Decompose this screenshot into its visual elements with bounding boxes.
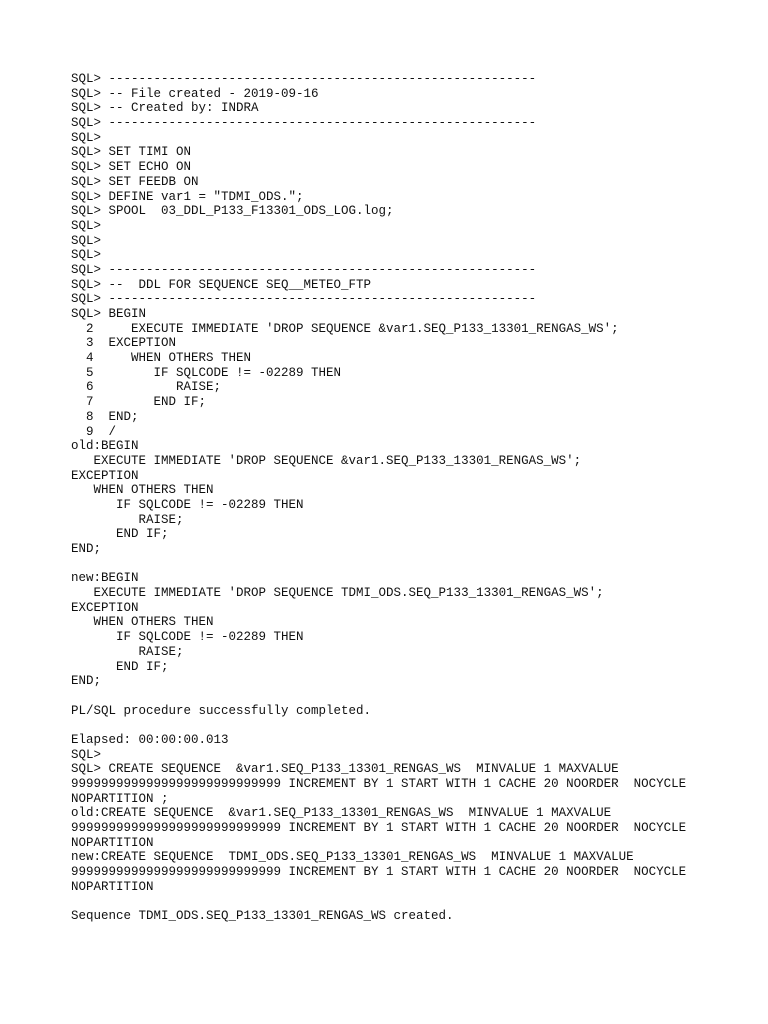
log-line: SQL> -- File created - 2019-09-16 <box>71 86 319 101</box>
log-line: 9999999999999999999999999999 INCREMENT BY 1 START WITH 1 CACHE 20 NOORDER NOCYCLE <box>71 777 687 791</box>
log-line: 3 EXCEPTION <box>71 336 177 351</box>
log-line: 2 EXECUTE IMMEDIATE 'DROP SEQUENCE &var1.SEQ_P133_13301_RENGAS_WS'; <box>71 321 619 336</box>
log-line: RAISE; <box>71 512 184 527</box>
log-line: SQL> <box>71 233 102 248</box>
log-line: END IF; <box>71 659 169 674</box>
log-line: SQL> CREATE SEQUENCE &var1.SEQ_P133_13301_RENGAS_WS MINVALUE 1 MAXVALUE <box>71 762 619 777</box>
log-line <box>71 689 686 704</box>
log-line: END IF; <box>71 527 169 542</box>
log-line: SQL> SET TIMI ON <box>71 145 192 160</box>
log-line: 9999999999999999999999999999 INCREMENT BY 1 START WITH 1 CACHE 20 NOORDER NOCYCLE <box>71 865 687 880</box>
log-line: IF SQLCODE != -02289 THEN <box>71 497 304 512</box>
log-line: EXECUTE IMMEDIATE 'DROP SEQUENCE TDMI_ODS.SEQ_P133_13301_RENGAS_WS'; <box>71 586 604 601</box>
log-line: 4 WHEN OTHERS THEN <box>71 351 252 366</box>
log-line: SQL> SET FEEDB ON <box>71 174 199 189</box>
log-line: SQL> <box>71 747 102 762</box>
log-line: WHEN OTHERS THEN <box>71 615 214 630</box>
log-line: NOPARTITION ; <box>71 791 169 806</box>
log-line: Elapsed: 00:00:00.013 <box>71 732 229 747</box>
log-line: EXCEPTION <box>71 600 139 615</box>
log-line: new:CREATE SEQUENCE TDMI_ODS.SEQ_P133_13301_RENGAS_WS MINVALUE 1 MAXVALUE <box>71 850 634 865</box>
log-line: IF SQLCODE != -02289 THEN <box>71 630 304 645</box>
log-line: old:CREATE SEQUENCE &var1.SEQ_P133_13301_RENGAS_WS MINVALUE 1 MAXVALUE <box>71 806 612 821</box>
log-line: SQL> <box>71 248 102 263</box>
log-line: NOPARTITION <box>71 879 154 894</box>
log-line: 7 END IF; <box>71 395 207 410</box>
log-line: 9999999999999999999999999999 INCREMENT BY 1 START WITH 1 CACHE 20 NOORDER NOCYCLE <box>71 821 687 836</box>
log-line: 9 / <box>71 424 117 439</box>
log-line: old:BEGIN <box>71 439 139 454</box>
log-line <box>71 557 686 572</box>
log-line: SQL> BEGIN <box>71 307 147 321</box>
log-line: EXCEPTION <box>71 468 139 483</box>
log-line: SQL> <box>71 218 102 233</box>
log-line: 5 IF SQLCODE != -02289 THEN <box>71 365 342 380</box>
log-line: SQL> -- DDL FOR SEQUENCE SEQ__METEO_FTP <box>71 277 372 292</box>
log-line: END; <box>71 542 102 556</box>
log-line <box>71 895 686 910</box>
log-line: SQL> --------------------------------------------------------- <box>71 262 537 277</box>
log-line: SQL> SPOOL 03_DDL_P133_F13301_ODS_LOG.log; <box>71 204 394 219</box>
log-line <box>71 718 686 733</box>
log-line: NOPARTITION <box>71 835 154 850</box>
log-line: Sequence TDMI_ODS.SEQ_P133_13301_RENGAS_WS created. <box>71 909 454 924</box>
log-line: SQL> SET ECHO ON <box>71 160 192 175</box>
log-line: WHEN OTHERS THEN <box>71 483 214 498</box>
log-line: SQL> --------------------------------------------------------- <box>71 72 537 86</box>
log-line: PL/SQL procedure successfully completed. <box>71 703 372 718</box>
log-line: RAISE; <box>71 644 184 659</box>
log-line: SQL> --------------------------------------------------------- <box>71 292 537 307</box>
log-line: END; <box>71 674 102 689</box>
log-line: SQL> <box>71 130 102 145</box>
log-line: SQL> DEFINE var1 = "TDMI_ODS."; <box>71 189 304 204</box>
log-line: 8 END; <box>71 409 139 424</box>
log-line: EXECUTE IMMEDIATE 'DROP SEQUENCE &var1.SEQ_P133_13301_RENGAS_WS'; <box>71 453 582 468</box>
log-line: 6 RAISE; <box>71 380 222 395</box>
log-line: SQL> -- Created by: INDRA <box>71 101 259 116</box>
log-line: new:BEGIN <box>71 571 139 586</box>
sql-spool-log <box>71 72 686 924</box>
log-line: SQL> --------------------------------------------------------- <box>71 116 537 131</box>
